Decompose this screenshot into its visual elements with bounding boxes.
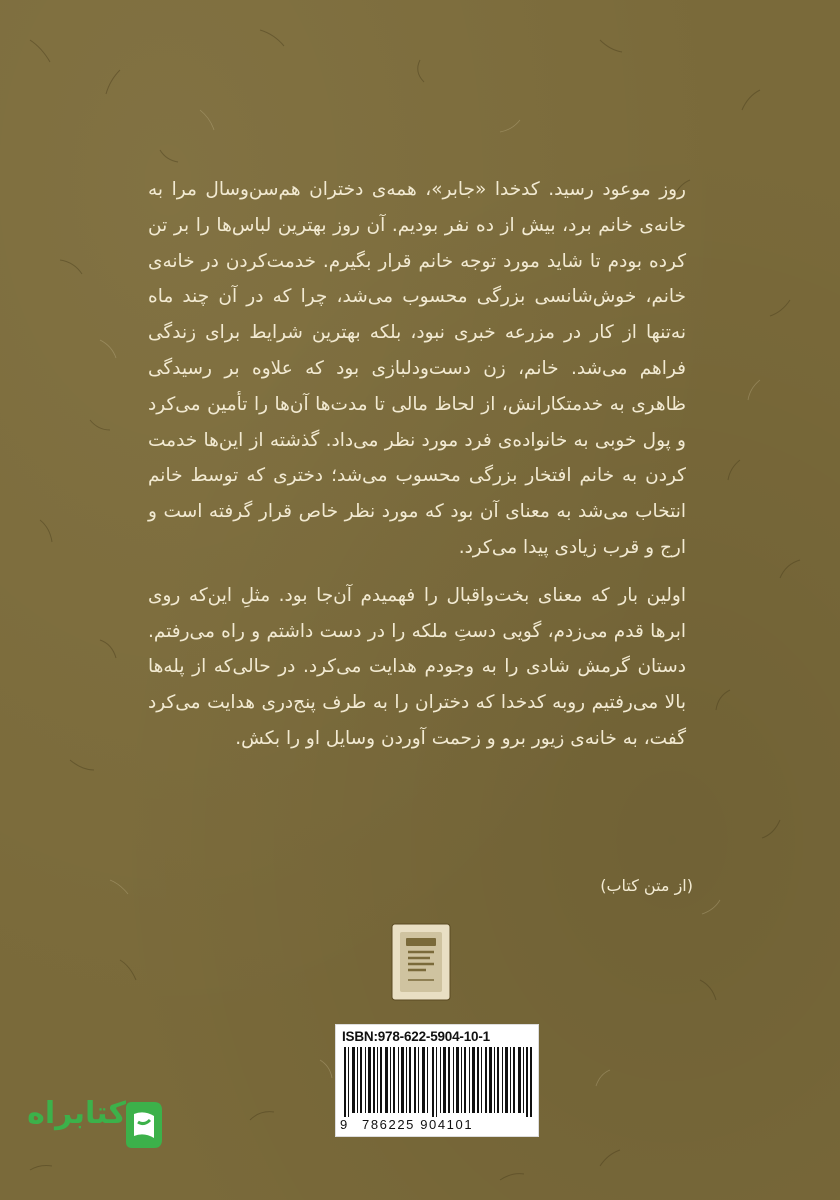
barcode-number: 786225 904101 [362,1117,474,1132]
barcode [335,1024,539,1137]
ketabrah-name: کتابراه [27,1096,126,1131]
ketabrah-watermark [27,1090,168,1158]
source-note: (از متن کتاب) [600,876,693,895]
publisher-book-icon [388,922,454,1002]
ketabrah-book-icon [122,1100,166,1150]
barcode-bars [344,1047,532,1117]
barcode-first-digit: 9 [340,1117,348,1132]
excerpt-paragraph-1: روز موعود رسید. کدخدا «جابر»، همه‌ی دختران هم‌سن‌وسال مرا به خانه‌ی خانم برد، بیش از ده نفر بودیم. آن روز بهترین لباس‌ها را بر تن کرده بودم تا شاید مورد توجه خانم قرار بگیرم. خدمت‌کردن در خانه‌ی خانم، خوش‌شانسی بزرگی محسوب می‌شد، چرا که در آن چند ماه نه‌تنها از کار در مزرعه خبری نبود، بلکه بهترین شرایط برای زندگی فراهم می‌شد. خانم، زن دست‌ودلبازی بود که علاوه بر رسیدگی ظاهری به خدمتکارانش، از لحاظ مالی تا مدت‌ها آن‌ها را تأمین می‌کرد و پول خوبی به خانواده‌ی فرد مورد نظر می‌داد. گذشته از این‌ها خدمت کردن به خانم افتخار بزرگی محسوب می‌شد؛ دختری که توسط خانم انتخاب می‌شد به معنای آن بود که مورد نظر خاص قرار گرفته است و ارج و قرب زیادی پیدا می‌کرد. [148,179,686,558]
excerpt-paragraph-2: اولین بار که معنای بخت‌واقبال را فهمیدم آن‌جا بود. مثلِ این‌که روی ابرها قدم می‌زدم، گویی دستِ ملکه را در دست داشتم و راه می‌رفتم. دستان گرمش شادی را به وجودم هدایت می‌کرد. در حالی‌که از پله‌ها بالا می‌رفتیم روبه کدخدا که دختران را به طرف پنج‌دری هدایت می‌کرد گفت، به خانه‌ی زیور برو و زحمت آوردن وسایل او را بکش. [148,584,686,749]
isbn-label: ISBN:978-622-5904-10-1 [342,1029,490,1044]
excerpt-text [148,172,686,757]
